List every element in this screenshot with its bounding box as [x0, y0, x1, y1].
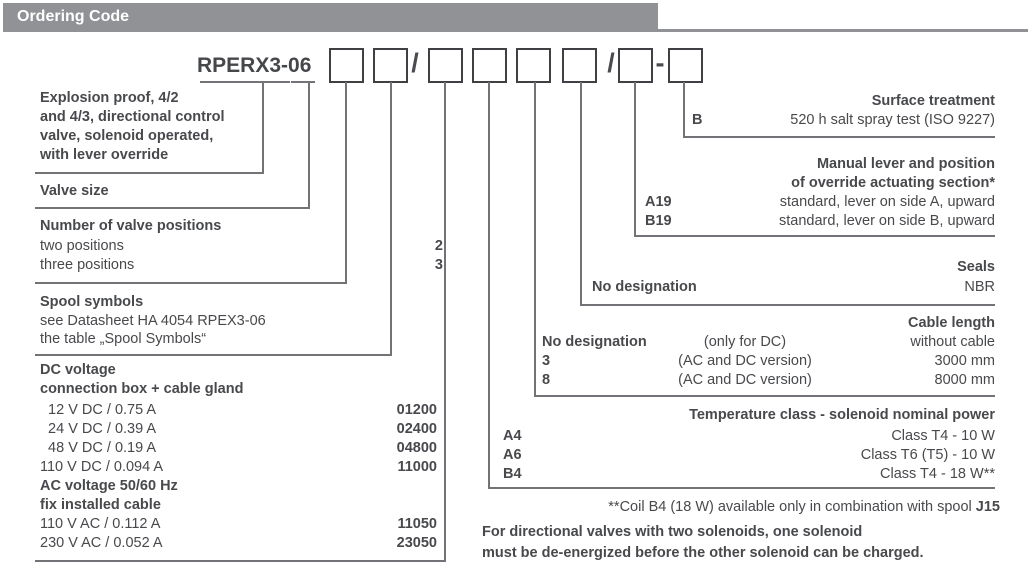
temperature-row-desc: Class T4 - 18 W**: [880, 466, 995, 482]
bracket-h-valve-size: [35, 207, 310, 209]
coil-footnote-text: **Coil B4 (18 W) available only in combination with spool: [608, 499, 976, 515]
temperature-row-desc: Class T4 - 10 W: [891, 428, 995, 444]
positions-row-code: 3: [434, 257, 443, 273]
lever-row-code: A19: [645, 194, 672, 210]
surface-row-code: B: [692, 112, 703, 128]
cable-row-code: 3: [542, 353, 551, 369]
connector-v-lever: [634, 82, 636, 237]
temperature-row-code: B4: [503, 466, 522, 482]
dc-row-label: 24 V DC / 0.39 A: [40, 421, 157, 437]
code-box-1: [329, 48, 364, 83]
code-box-4: [472, 48, 507, 83]
lever-row-desc: standard, lever on side A, upward: [779, 194, 995, 210]
code-box-7: [618, 48, 653, 83]
temperature-row: [503, 427, 995, 446]
cable-row: [542, 371, 995, 390]
bracket-h-surface: [683, 136, 995, 138]
lever-row: [645, 193, 995, 212]
connector-v-temperature: [488, 82, 490, 489]
bracket-h-cable: [534, 395, 995, 397]
connector-v-seals: [580, 82, 582, 306]
connector-v-spool: [390, 82, 392, 356]
code-box-5: [516, 48, 551, 83]
temperature-row-code: A6: [503, 447, 522, 463]
dc-voltage-row: [40, 458, 437, 477]
explosion-line-2: and 4/3, directional control: [40, 109, 225, 125]
cable-row: [542, 333, 995, 352]
spool-title: Spool symbols: [40, 294, 144, 310]
ac-voltage-row: [40, 515, 437, 534]
positions-title: Number of valve positions: [40, 218, 222, 234]
connector-v-voltage: [444, 82, 446, 562]
code-separator-slash-2: /: [607, 48, 615, 78]
solenoid-warning-line-1: For directional valves with two solenoids, one solenoid: [482, 524, 863, 540]
cable-title: Cable length: [907, 315, 995, 331]
valve-size-title: Valve size: [40, 183, 109, 199]
bracket-h-positions: [35, 282, 347, 284]
coil-footnote: [495, 498, 1000, 517]
lever-row: [645, 212, 995, 231]
temperature-row: [503, 465, 995, 484]
header-rule: [3, 29, 1028, 32]
explosion-line-4: with lever override: [40, 147, 169, 163]
code-underline-prefix: [200, 81, 290, 83]
solenoid-warning-line-2: must be de-energized before the other solenoid can be charged.: [482, 545, 924, 561]
coil-footnote-spool-code: J15: [975, 499, 1000, 515]
code-separator-slash-1: /: [411, 48, 419, 78]
bracket-h-voltage: [35, 560, 446, 562]
temperature-row-desc: Class T6 (T5) - 10 W: [860, 447, 995, 463]
temperature-title: Temperature class - solenoid nominal power: [689, 407, 995, 423]
connector-v-valve-size: [308, 83, 310, 209]
lever-row-code: B19: [645, 213, 672, 229]
ac-row-label: 230 V AC / 0.052 A: [40, 535, 163, 551]
ac-voltage-title: AC voltage 50/60 Hz: [40, 478, 178, 494]
ac-row-code: 11050: [397, 516, 437, 532]
dc-row-code: 11000: [397, 459, 437, 475]
cable-row-desc: 8000 mm: [934, 372, 995, 388]
seals-row-code: No designation: [592, 279, 697, 295]
page-title: Ordering Code: [17, 8, 130, 25]
lever-title-line-2: of override actuating section*: [791, 175, 995, 191]
dc-row-code: 01200: [396, 402, 437, 418]
explosion-line-3: valve, solenoid operated,: [40, 128, 214, 144]
bracket-h-explosion: [35, 172, 264, 174]
positions-row-code: 2: [434, 238, 443, 254]
seals-title: Seals: [957, 259, 995, 275]
cable-row-note: (AC and DC version): [678, 353, 812, 369]
ac-row-label: 110 V AC / 0.112 A: [40, 516, 161, 532]
surface-row-desc: 520 h salt spray test (ISO 9227): [790, 112, 995, 128]
spool-line-1: see Datasheet HA 4054 RPEX3-06: [40, 313, 266, 329]
cable-row-note: (only for DC): [703, 334, 787, 350]
lever-row-desc: standard, lever on side B, upward: [778, 213, 995, 229]
code-separator-dash: -: [655, 48, 665, 78]
dc-voltage-title: DC voltage: [40, 362, 116, 378]
cable-row: [542, 352, 995, 371]
positions-row-label: three positions: [40, 257, 135, 273]
dc-row-label: 12 V DC / 0.75 A: [40, 402, 157, 418]
cable-row-desc: without cable: [910, 334, 995, 350]
bracket-h-spool: [35, 354, 392, 356]
explosion-description: [40, 89, 225, 165]
explosion-line-1: Explosion proof, 4/2: [40, 90, 179, 106]
connector-v-explosion: [262, 83, 264, 174]
connector-v-cable: [534, 82, 536, 397]
cable-row-desc: 3000 mm: [934, 353, 995, 369]
seals-row-desc: NBR: [964, 279, 995, 295]
positions-row-label: two positions: [40, 238, 124, 254]
surface-title: Surface treatment: [871, 93, 995, 109]
ac-voltage-row: [40, 534, 437, 553]
seals-row: [592, 278, 995, 297]
temperature-row: [503, 446, 995, 465]
dc-row-label: 110 V DC / 0.094 A: [40, 459, 164, 475]
dc-voltage-subtitle: connection box + cable gland: [40, 381, 244, 397]
bracket-h-temperature: [488, 487, 995, 489]
ac-row-code: 23050: [396, 535, 437, 551]
dc-row-code: 02400: [396, 421, 437, 437]
code-box-6: [562, 48, 597, 83]
dc-row-code: 04800: [396, 440, 437, 456]
surface-row: [692, 111, 995, 130]
spool-line-2: the table „Spool Symbols“: [40, 331, 207, 347]
dc-row-label: 48 V DC / 0.19 A: [40, 440, 157, 456]
lever-title-line-1: Manual lever and position: [816, 156, 995, 172]
dc-voltage-row: [40, 439, 437, 458]
cable-row-note: (AC and DC version): [678, 372, 812, 388]
bracket-h-seals: [580, 304, 995, 306]
dc-voltage-row: [40, 401, 437, 420]
bracket-h-lever: [634, 235, 995, 237]
positions-row: [40, 237, 443, 256]
code-underline-size: [291, 81, 315, 83]
code-box-3: [428, 48, 463, 83]
ac-voltage-subtitle: fix installed cable: [40, 497, 161, 513]
temperature-row-code: A4: [503, 428, 522, 444]
ordering-code-prefix: RPERX3-06: [197, 54, 312, 77]
connector-v-surface: [683, 82, 685, 138]
positions-row: [40, 256, 443, 275]
section-header-bar: [3, 3, 658, 30]
cable-row-code: No designation: [542, 334, 647, 350]
cable-row-code: 8: [542, 372, 551, 388]
code-box-8: [668, 48, 703, 83]
dc-voltage-row: [40, 420, 437, 439]
